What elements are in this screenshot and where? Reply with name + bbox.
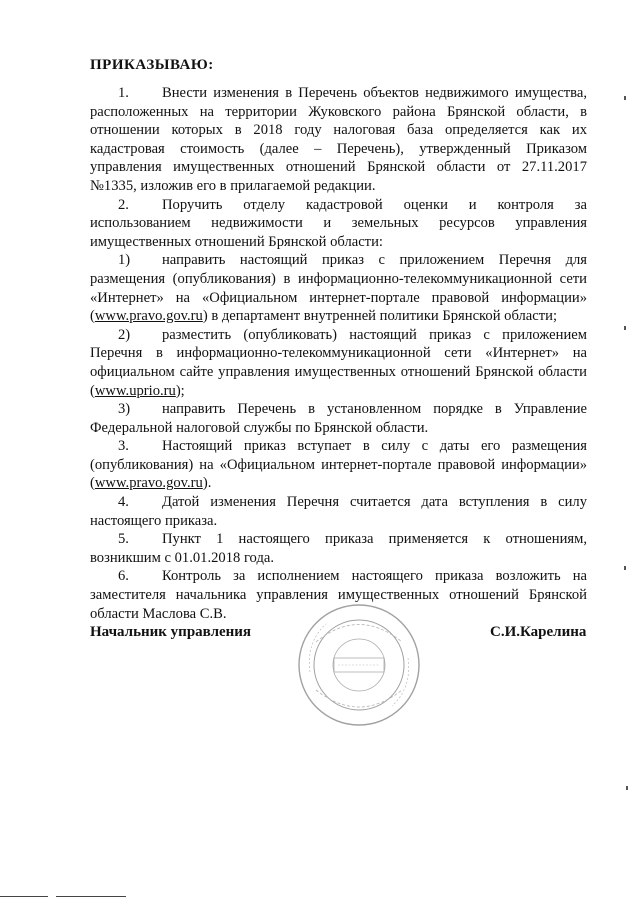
scan-edge-line [0, 896, 48, 897]
item-number: 3. [118, 438, 129, 455]
order-item [90, 530, 587, 567]
item-number: 6. [118, 568, 129, 585]
order-heading: ПРИКАЗЫВАЮ: [90, 57, 214, 73]
scan-mark [626, 786, 628, 790]
item-text: Поручить отделу кадастровой оценки и контроля за использованием недвижимости и земельных ресурсов управления имущественных отношений Брянской области: [90, 196, 587, 250]
order-body [90, 84, 587, 623]
order-item [90, 326, 587, 400]
scan-edge-line [56, 896, 126, 897]
signatory-name: С.И.Карелина [490, 624, 587, 640]
item-text-tail: ). [202, 475, 212, 492]
item-number: 1) [118, 252, 131, 269]
item-text: направить Перечень в установленном порядке в Управление Федеральной налоговой службы по Брянской области. [90, 401, 587, 436]
item-number: 1. [118, 85, 129, 101]
item-text: Настоящий приказ вступает в силу с даты его размещения (опубликования) на «Официальном интернет-портале правовой информации» ( [90, 438, 587, 492]
item-text-tail: ); [175, 382, 185, 399]
item-text: Пункт 1 настоящего приказа применяется к отношениям, возникшим с 01.01.2018 года. [90, 531, 587, 566]
order-item [90, 400, 587, 437]
item-number: 4. [118, 494, 129, 511]
order-item [90, 493, 587, 530]
item-text-tail: ) в департамент внутренней политики Брянской области; [202, 308, 557, 325]
item-text: Внести изменения в Перечень объектов недвижимого имущества, расположенных на территории Жуковского района Брянской области, в отношении которых в 2018 году налоговая база определяется как их кадастровая стоимость (далее – Перечень), утвержденный Приказом управления имущественных отношений Брянской области от 27.11.2017 №1335, изложив его в прилагаемой редакции. [90, 85, 587, 194]
item-link[interactable]: www.uprio.ru [94, 382, 176, 399]
official-seal-stamp [296, 602, 422, 728]
item-text: Контроль за исполнением настоящего приказа возложить на заместителя начальника управления имущественных отношений Брянской области Маслова С.В. [90, 568, 587, 622]
item-link[interactable]: www.pravo.gov.ru [94, 308, 203, 325]
signatory-title: Начальник управления [90, 624, 252, 640]
scan-mark [624, 96, 626, 100]
order-item [90, 196, 587, 252]
order-item [90, 437, 587, 493]
order-item [90, 84, 587, 196]
scan-mark [624, 326, 626, 330]
item-link[interactable]: www.pravo.gov.ru [94, 475, 203, 492]
scan-mark [624, 566, 626, 570]
order-item [90, 251, 587, 325]
item-number: 3) [118, 401, 131, 418]
item-number: 5. [118, 531, 129, 548]
item-text: направить настоящий приказ с приложением Перечня для размещения (опубликования) в информационно-телекоммуникационной сети «Интернет» на «Официальном интернет-портале правовой информации» ( [90, 252, 587, 325]
item-number: 2. [118, 196, 129, 213]
item-text: Датой изменения Перечня считается дата вступления в силу настоящего приказа. [90, 494, 587, 529]
item-number: 2) [118, 326, 131, 343]
item-text: разместить (опубликовать) настоящий приказ с приложением Перечня в информационно-телекоммуникационной сети «Интернет» на официальном сайте управления имущественных отношений Брянской области ( [90, 326, 587, 399]
